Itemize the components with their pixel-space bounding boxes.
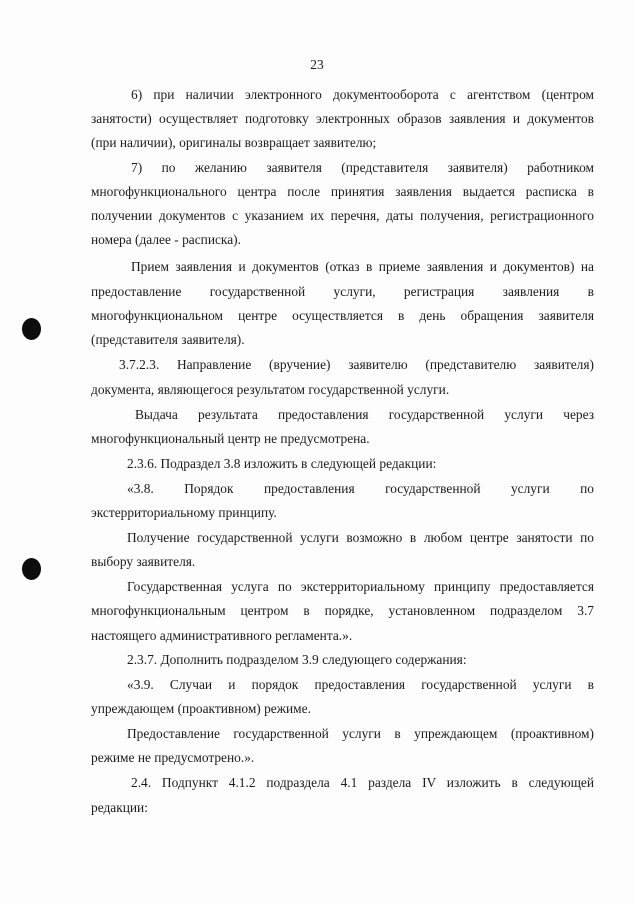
page-number: 23 [310,57,324,72]
text-line: получении документов с указанием их перечня, даты получения, регистрационного [91,208,594,223]
text-line: многофункциональном центре осуществляется в день обращения заявителя [91,308,594,323]
text-line: (представителя заявителя). [91,332,245,347]
text-line: 2.3.6. Подраздел 3.8 изложить в следующей редакции: [127,456,437,471]
punch-hole-mark [22,558,41,580]
text-line: «3.8. Порядок предоставления государственной услуги по [127,481,594,496]
text-line: многофункциональный центр не предусмотрена. [91,431,370,446]
text-line: документа, являющегося результатом государственной услуги. [91,382,450,397]
text-line: 2.3.7. Дополнить подразделом 3.9 следующего содержания: [127,652,467,667]
text-line: Предоставление государственной услуги в упреждающем (проактивном) [127,726,594,741]
text-line: 2.4. Подпункт 4.1.2 подраздела 4.1 раздела IV изложить в следующей [131,775,594,790]
text-line: режиме не предусмотрено.». [91,750,255,765]
text-line: Получение государственной услуги возможно в любом центре занятости по [127,530,594,545]
text-line: Прием заявления и документов (отказ в приеме заявления и документов) на [131,259,594,274]
text-line: упреждающем (проактивном) режиме. [91,701,311,716]
text-line: предоставление государственной услуги, регистрация заявления в [91,284,594,299]
text-line: Выдача результата предоставления государственной услуги через [135,407,594,422]
text-line: выбору заявителя. [91,554,196,569]
text-line: Государственная услуга по экстерриториальному принципу предоставляется [127,579,594,594]
text-line: экстерриториальному принципу. [91,505,277,520]
text-line: редакции: [91,800,148,815]
text-line: 7) по желанию заявителя (представителя заявителя) работником [131,160,594,175]
text-line: (при наличии), оригиналы возвращает заявителю; [91,135,377,150]
text-line: многофункциональным центром в порядке, установленном подразделом 3.7 [91,603,594,618]
text-line: 6) при наличии электронного документооборота с агентством (центром [131,87,594,102]
text-line: 3.7.2.3. Направление (вручение) заявителю (представителю заявителя) [119,357,594,372]
text-line: многофункционального центра после принятия заявления выдается расписка в [91,184,594,199]
punch-hole-mark [22,318,41,340]
text-line: настоящего административного регламента.». [91,628,353,643]
text-line: «3.9. Случаи и порядок предоставления государственной услуги в [127,677,594,692]
text-line: номера (далее - расписка). [91,232,241,247]
text-line: занятости) осуществляет подготовку электронных образов заявления и документов [91,111,594,126]
